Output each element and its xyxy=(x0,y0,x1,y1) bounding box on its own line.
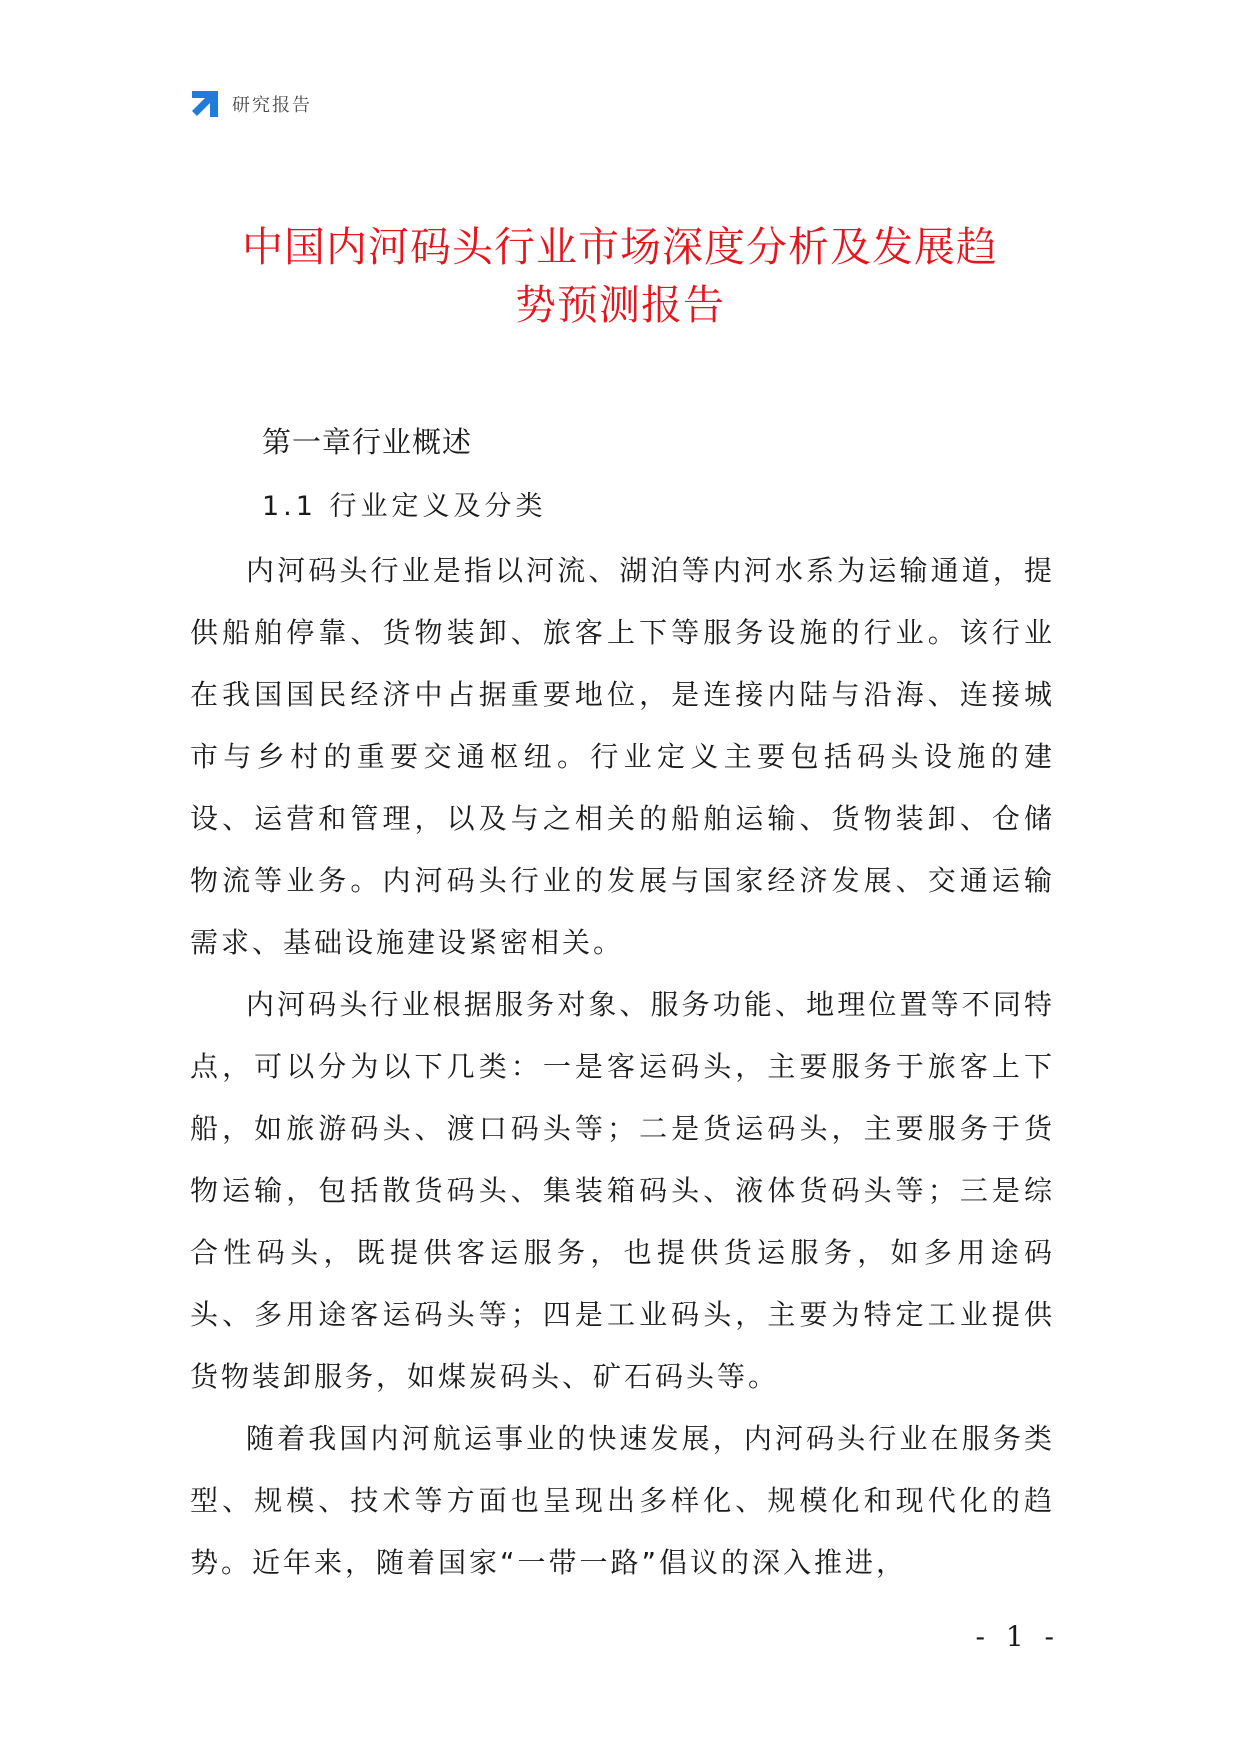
paragraph-2: 内河码头行业根据服务对象、服务功能、地理位置等不同特点，可以分为以下几类：一是客运码头，主要服务于旅客上下船，如旅游码头、渡口码头等；二是货运码头，主要服务于货物运输，包括散货码头、集装箱码头、液体货码头等；三是综合性码头，既提供客运服务，也提供货运服务，如多用途码头、多用途客运码头等；四是工业码头，主要为特定工业提供货物装卸服务，如煤炭码头、矿石码头等。 xyxy=(190,988,1055,1393)
arrow-up-right-icon xyxy=(188,87,222,121)
title-line-1: 中国内河码头行业市场深度分析及发展趋 xyxy=(242,223,998,271)
header-label: 研究报告 xyxy=(232,95,312,116)
page-number: - 1 - xyxy=(975,1620,1060,1653)
document-title xyxy=(150,218,1090,334)
paragraph-1: 内河码头行业是指以河流、湖泊等内河水系为运输通道，提供船舶停靠、货物装卸、旅客上下等服务设施的行业。该行业在我国国民经济中占据重要地位，是连接内陆与沿海、连接城市与乡村的重要交通枢纽。行业定义主要包括码头设施的建设、运营和管理，以及与之相关的船舶运输、货物装卸、仓储物流等业务。内河码头行业的发展与国家经济发展、交通运输需求、基础设施建设紧密相关。 xyxy=(190,554,1055,959)
paragraph-3: 随着我国内河航运事业的快速发展，内河码头行业在服务类型、规模、技术等方面也呈现出多样化、规模化和现代化的趋势。近年来，随着国家“一带一路”倡议的深入推进， xyxy=(190,1422,1055,1579)
body-text xyxy=(190,540,1055,1594)
document-header xyxy=(188,86,312,122)
title-line-2: 势预测报告 xyxy=(515,281,725,329)
chapter-heading: 第一章行业概述 xyxy=(262,425,473,459)
section-heading: 1.1 行业定义及分类 xyxy=(262,491,547,522)
